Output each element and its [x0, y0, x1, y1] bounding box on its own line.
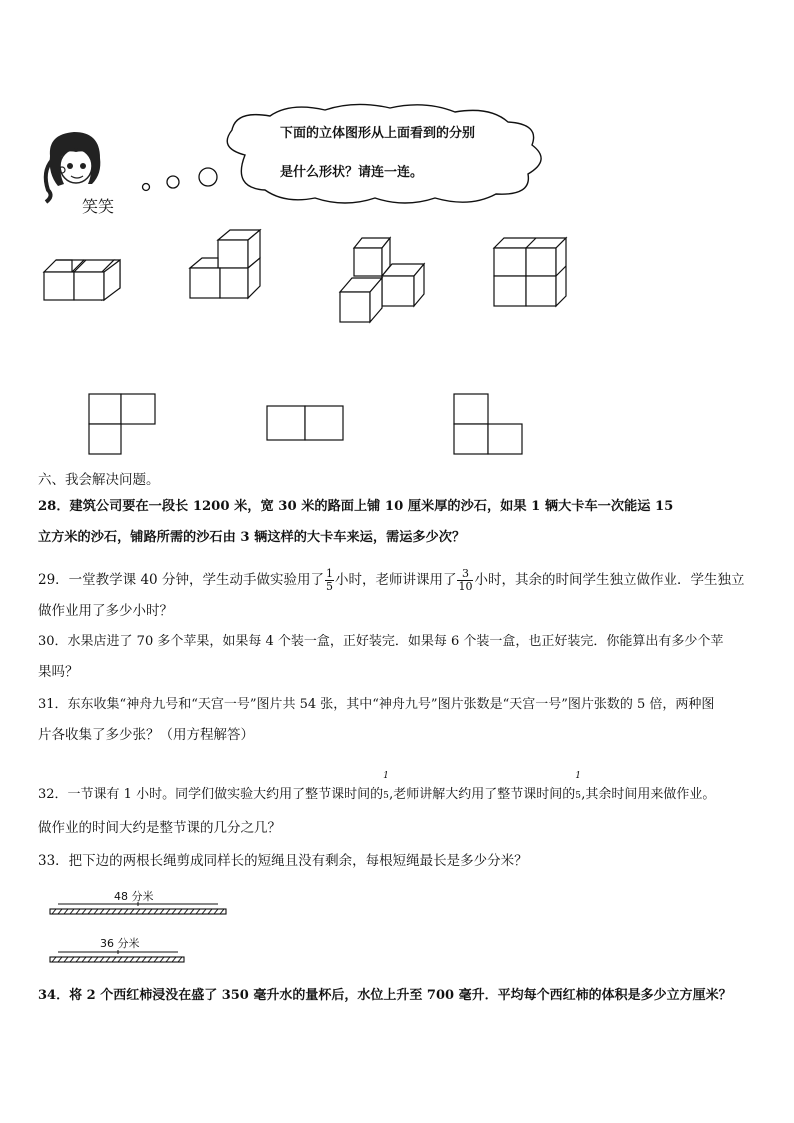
top-view-2 — [265, 404, 347, 442]
top-view-3 — [452, 392, 524, 456]
q28-line1: 28．建筑公司要在一段长 1200 米，宽 30 米的路面上铺 10 厘米厚的沙石，如果 1 辆大卡车一次能运 15 — [38, 499, 674, 514]
solid-figure-3 — [338, 236, 428, 324]
fraction-one-fifth-small: 1 5 — [383, 771, 389, 801]
q32-line1 — [38, 771, 716, 805]
q33-line1: 33．把下边的两根长绳剪成同样长的短绳且没有剩余，每根短绳最长是多少分米？ — [38, 853, 528, 869]
thought-bubble — [140, 100, 580, 210]
q30-line2: 果吗？ — [38, 664, 79, 680]
fraction-one-fifth: $\frac{1}{5}$ — [325, 567, 333, 593]
fraction-three-tenths: $\frac{3}{10}$ — [458, 567, 473, 593]
q31-line2: 片各收集了多少张？（用方程解答） — [38, 727, 254, 743]
mascot-label: 笑笑 — [82, 197, 115, 216]
q29-line2: 做作业用了多少小时？ — [38, 603, 173, 619]
q32-text-c: ,其余时间用来做作业。 — [581, 787, 716, 802]
q32-line2: 做作业的时间大约是整节课的几分之几？ — [38, 820, 281, 836]
solid-figure-4 — [492, 236, 568, 308]
bubble-text-line1: 下面的立体图形从上面看到的分别 — [280, 126, 476, 141]
fraction-one-fifth-small-2: 1 5 — [575, 771, 581, 801]
q34-line1: 34．将 2 个西红柿浸没在盛了 350 毫升水的量杯后，水位上升至 700 毫升．平均每个西红柿的体积是多少立方厘米？ — [38, 988, 732, 1003]
solid-figure-1 — [42, 244, 126, 304]
bubble-text-line2: 是什么形状？请连一连。 — [280, 165, 424, 180]
q29-text-c: 小时，其余的时间学生独立做作业．学生独立 — [474, 572, 745, 588]
q29-text-b: 小时，老师讲课用了 — [334, 572, 457, 588]
rope2-label: 36 分米 — [100, 937, 140, 950]
q32-text-a: 32．一节课有 1 小时。同学们做实验大约用了整节课时间的 — [38, 787, 384, 802]
q29-line1 — [38, 568, 744, 593]
q31-line1: 31．东东收集“神舟九号和“天宫一号”图片共 54 张，其中“神舟九号”图片张数是“天宫一号”图片张数的 5 倍，两种图 — [38, 697, 715, 712]
rope1-label: 48 分米 — [114, 890, 154, 903]
rope-36-icon — [48, 950, 188, 964]
q28-line2: 立方米的沙石，铺路所需的沙石由 3 辆这样的大卡车来运，需运多少次？ — [38, 530, 466, 545]
q30-line1: 30．水果店进了 70 多个苹果，如果每 4 个装一盒，正好装完．如果每 6 个装一盒，也正好装完．你能算出有多少个苹 — [38, 634, 724, 649]
solid-figure-2 — [188, 228, 268, 300]
rope-48-icon — [48, 902, 228, 916]
q29-text-a: 29．一堂教学课 40 分钟，学生动手做实验用了 — [38, 572, 324, 588]
q32-text-b: ,老师讲解大约用了整节课时间的 — [389, 787, 576, 802]
section-title: 六、我会解决问题。 — [38, 472, 160, 488]
top-view-1 — [87, 392, 157, 456]
